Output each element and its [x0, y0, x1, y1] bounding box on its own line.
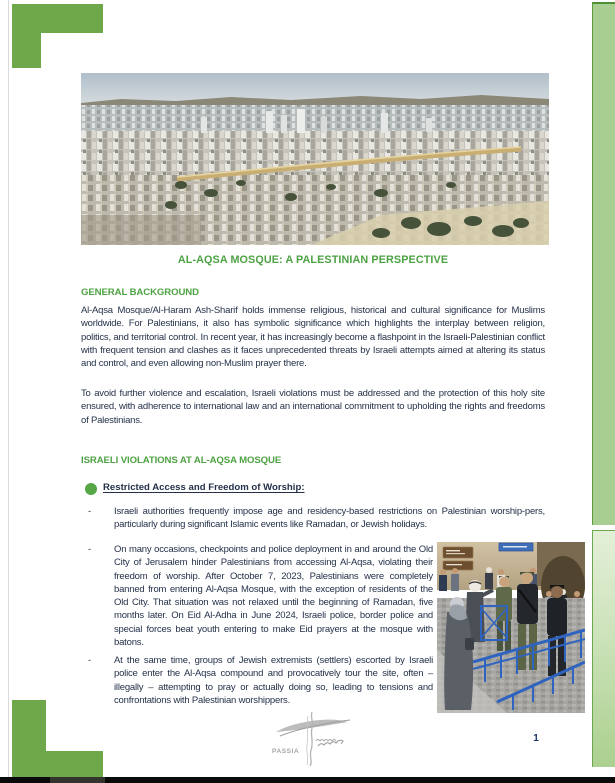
paragraph-background-2: To avoid further violence and escalation, Israeli violations must be addressed and the protection of this holy site ensured, with adherence to international law and an international commitment to upholding the rights and freedoms of Palestinians.	[81, 388, 545, 426]
page-edge-line	[8, 0, 9, 777]
section-heading-general-background: GENERAL BACKGROUND	[81, 287, 199, 298]
right-green-strip-upper	[592, 2, 615, 525]
dash-marker: -	[88, 655, 91, 666]
bullet-label: Restricted Access and Freedom of Worship:	[103, 482, 305, 493]
jerusalem-aerial-photo	[81, 73, 549, 245]
list-item-text: On many occasions, checkpoints and police deployment in and around the Old City of Jerusalem hinder Palestinians from accessing Al-Aqsa, violating their freedom of worship. After October 7, 2023, Palestinians were completely banned from entering Al-Aqsa Mosque, with the exception of residents of the Old City. That situation was not relaxed until the beginning of Ramadan, five months later. On Eid Al-Adha in June 2024, Israeli police, border police and special forces beat youth entering to make Eid prayers at the mosque with batons.	[114, 544, 433, 649]
page-number: 1	[533, 733, 539, 744]
right-green-strip-lower	[592, 530, 615, 767]
list-item	[88, 654, 433, 707]
passia-logo	[270, 708, 355, 768]
bottom-left-green-block-right	[46, 751, 103, 777]
bottom-window-bar-segment	[50, 777, 105, 783]
list-item	[88, 543, 433, 649]
list-item	[88, 505, 545, 532]
top-left-green-block	[12, 4, 103, 33]
dash-marker: -	[88, 506, 91, 517]
list-item-text: At the same time, groups of Jewish extremists (settlers) escorted by Israeli police enter the Al-Aqsa compound and provocatively tour the site, often – illegally – attempting to pray or actually doing so, leading to tensions and confrontations with Palestinian worshippers.	[114, 655, 433, 706]
section-heading-violations: ISRAELI VIOLATIONS AT AL-AQSA MOSQUE	[81, 455, 282, 466]
top-left-green-block-lower	[12, 33, 41, 68]
list-item-text: Israeli authorities frequently impose age and residency-based restrictions on Palestinian worship-pers, particularly during significant Islamic events like Ramadan, or Jewish holidays.	[114, 506, 545, 531]
checkpoint-queue-photo	[437, 542, 585, 713]
paragraph-background-1: Al-Aqsa Mosque/Al-Haram Ash-Sharif holds immense religious, historical and cultural significance for Muslims worldwide. For Palestinians, it also has symbolic significance which highlights the interplay between religion, politics, and territorial control. In recent year, it has increasingly become a flashpoint in the Israeli-Palestinian conflict with frequent tension and clashes as it faces unprecedented threats by Israeli attempts aimed at altering its status and control, and even allowing non-Muslim prayer there.	[81, 305, 545, 370]
page-title: AL-AQSA MOSQUE: A PALESTINIAN PERSPECTIVE	[177, 254, 449, 266]
green-bullet-icon	[85, 483, 97, 495]
bottom-left-green-block	[12, 700, 46, 777]
dash-marker: -	[88, 544, 91, 555]
passia-logo-text: PASSIA	[272, 748, 300, 755]
